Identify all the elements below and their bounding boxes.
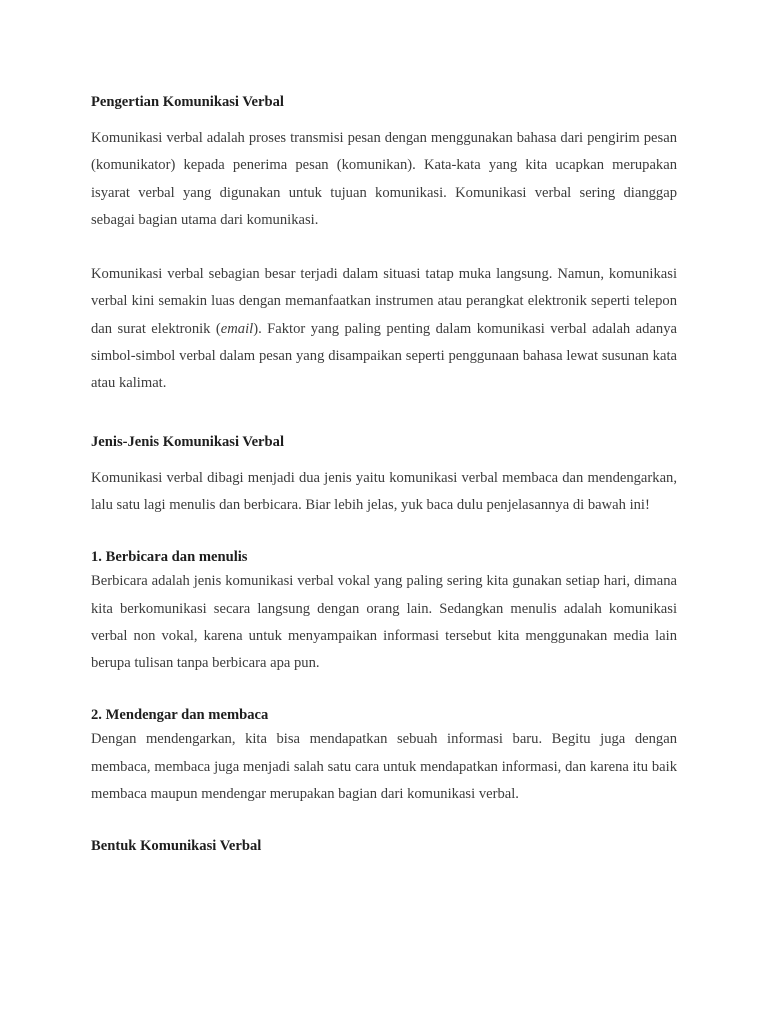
paragraph-face-to-face-part-1: Komunikasi verbal sebagian besar terjadi dalam situasi tatap muka langsung. Namun, komunikasi verbal kini semakin luas dengan memanfaatkan instrumen atau perangkat elektronik seperti telepon dan surat elektronik ( [91,266,677,337]
heading-pengertian: Pengertian Komunikasi Verbal [91,94,284,110]
paragraph-speaking-writing: Berbicara adalah jenis komunikasi verbal vokal yang paling sering kita gunakan setiap hari, dimana kita berkomunikasi secara langsung dengan orang lain. Sedangkan menulis adalah komunikasi verbal non vokal, karena untuk menyampaikan informasi tersebut kita menggunakan media lain berupa tulisan tanpa berbicara apa pun. [91,573,677,672]
heading-bentuk: Bentuk Komunikasi Verbal [91,838,262,855]
heading-berbicara-menulis: 1. Berbicara dan menulis [91,549,248,566]
document-page [91,92,677,857]
heading-mendengar-membaca: 2. Mendengar dan membaca [91,707,269,724]
paragraph-definition: Komunikasi verbal adalah proses transmisi pesan dengan menggunakan bahasa dari pengirim pesan (komunikator) kepada penerima pesan (komunikan). Kata-kata yang kita ucapkan merupakan isyarat verbal yang digunakan untuk tujuan komunikasi. Komunikasi verbal sering dianggap sebagai bagian utama dari komunikasi. [91,130,677,228]
email-italic-term: email [220,320,254,337]
paragraph-face-to-face-part-2: ). Faktor yang paling penting dalam komunikasi verbal adalah adanya simbol-simbol verbal dalam pesan yang disampaikan seperti penggunaan bahasa lewat susunan kata atau kalimat. [91,320,677,392]
paragraph-listening-reading: Dengan mendengarkan, kita bisa mendapatkan sebuah informasi baru. Begitu juga dengan membaca, membaca juga menjadi salah satu cara untuk mendapatkan informasi, dan karena itu baik membaca maupun mendengar merupakan bagian dari komunikasi verbal. [91,731,677,803]
paragraph-types-intro: Komunikasi verbal dibagi menjadi dua jenis yaitu komunikasi verbal membaca dan mendengarkan, lalu satu lagi menulis dan berbicara. Biar lebih jelas, yuk baca dulu penjelasannya di bawah ini! [91,469,677,513]
paragraph-face-to-face [91,261,677,397]
heading-jenis: Jenis-Jenis Komunikasi Verbal [91,433,285,450]
